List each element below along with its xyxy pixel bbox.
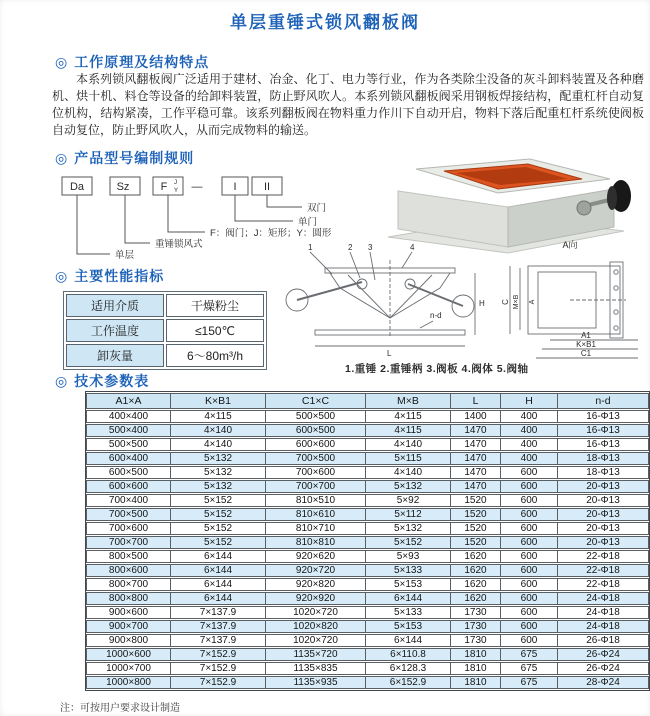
table-cell: 5×152 <box>171 494 266 507</box>
model-box-f <box>153 177 183 195</box>
table-cell: 800×500 <box>86 550 171 563</box>
table-row <box>86 564 649 577</box>
table-cell: 600 <box>501 522 558 535</box>
table-cell: 600 <box>501 536 558 549</box>
table-cell: 675 <box>501 648 558 661</box>
table-cell: 4×140 <box>171 424 266 437</box>
table-cell: 600×400 <box>86 452 171 465</box>
table-cell: 1470 <box>451 466 501 479</box>
table-row <box>86 522 649 535</box>
table-cell: 1620 <box>451 564 501 577</box>
table-cell: 1470 <box>451 424 501 437</box>
model-label-single-layer: 单层 <box>115 250 135 261</box>
model-box-label: Da <box>69 181 85 193</box>
table-cell: 675 <box>501 662 558 675</box>
table-cell: 20-Φ13 <box>558 480 649 493</box>
table-cell: 920×620 <box>266 550 366 563</box>
table-cell: 600×500 <box>266 424 366 437</box>
perf-value-cell: 6～80m³/h <box>166 344 264 367</box>
table-header-row <box>86 393 649 409</box>
dim-label-nd: n-d <box>430 311 442 320</box>
table-cell: 400 <box>501 452 558 465</box>
shaft-hub <box>577 201 591 215</box>
table-cell: 4×140 <box>366 466 451 479</box>
table-cell: 20-Φ13 <box>558 494 649 507</box>
table-cell: 6×144 <box>171 578 266 591</box>
table-cell: 1470 <box>451 452 501 465</box>
dim-label-A: A <box>529 299 536 305</box>
table-cell: 810×810 <box>266 536 366 549</box>
table-cell: 20-Φ13 <box>558 536 649 549</box>
table-cell: 24-Φ18 <box>558 620 649 633</box>
table-cell: 26-Φ24 <box>558 662 649 675</box>
table-row <box>86 410 649 423</box>
table-cell: 1520 <box>451 508 501 521</box>
table-cell: 900×600 <box>86 606 171 619</box>
model-dash: — <box>191 181 203 193</box>
table-cell: 600 <box>501 606 558 619</box>
table-cell: 500×400 <box>86 424 171 437</box>
table-cell: 700×500 <box>86 508 171 521</box>
bolt-hole <box>614 326 618 330</box>
table-cell: 600×600 <box>86 480 171 493</box>
bolt-hole <box>614 310 618 314</box>
table-cell: 5×152 <box>171 536 266 549</box>
table-cell: 600 <box>501 564 558 577</box>
table-row <box>86 662 649 675</box>
table-cell: 800×700 <box>86 578 171 591</box>
leader-line <box>267 195 302 207</box>
view-label: A向 <box>562 240 578 250</box>
table-cell: 1135×935 <box>266 676 366 689</box>
table-row <box>86 480 649 493</box>
table-cell: 1620 <box>451 592 501 605</box>
section-heading-text: 主要性能指标 <box>74 268 165 284</box>
table-cell: 5×132 <box>366 480 451 493</box>
table-cell: 5×132 <box>171 466 266 479</box>
perf-label-cell: 工作温度 <box>66 319 164 342</box>
technical-drawing <box>270 238 648 360</box>
table-cell: 700×500 <box>266 452 366 465</box>
column-header: n-d <box>558 393 649 409</box>
drawing-caption: 1.重锤 2.重锤柄 3.阀板 4.阀体 5.阀轴 <box>345 363 529 375</box>
table-cell: 6×152.9 <box>366 676 451 689</box>
table-cell: 16-Φ13 <box>558 424 649 437</box>
table-cell: 1520 <box>451 494 501 507</box>
table-row <box>66 294 264 317</box>
footnote: 注：可按用户要求设计制造 <box>60 703 180 714</box>
table-cell: 24-Φ18 <box>558 606 649 619</box>
table-cell: 675 <box>501 676 558 689</box>
counterweight-inner <box>607 186 617 210</box>
table-cell: 1135×720 <box>266 648 366 661</box>
model-box-label: Sz <box>116 181 130 193</box>
performance-table <box>63 291 267 370</box>
table-cell: 1020×720 <box>266 634 366 647</box>
dim-label-C: C <box>501 299 510 305</box>
table-cell: 22-Φ18 <box>558 550 649 563</box>
table-row <box>86 452 649 465</box>
dim-label-L: L <box>387 349 392 358</box>
model-box-f-option: J <box>174 180 177 186</box>
table-cell: 24-Φ18 <box>558 592 649 605</box>
table-cell: 1020×820 <box>266 620 366 633</box>
table-cell: 5×92 <box>366 494 451 507</box>
table-row <box>86 578 649 591</box>
table-cell: 1000×800 <box>86 676 171 689</box>
table-cell: 6×144 <box>171 564 266 577</box>
table-cell: 28-Φ24 <box>558 676 649 689</box>
column-header: K×B1 <box>171 393 266 409</box>
principle-paragraph: 本系列锁风翻板阀广泛适用于建材、冶金、化丁、电力等行业，作为各类除尘没备的灰斗卸料装置及各种磨机、烘十机、料仓等设备的给卸料装置，防止野风吹人。本系列锁风翻板阀采用钢板焊接结构，配重杠杆自动复位机构，结构紧凑，工作平稳可靠。该系列翻板阀在物料重力作川下自动开启，物料下落后配重杠杆系统使阀板自动复位，防止野风吹人，从而完成物料的输送。 <box>52 72 644 137</box>
table-cell: 5×93 <box>366 550 451 563</box>
table-cell: 800×800 <box>86 592 171 605</box>
table-row <box>86 508 649 521</box>
model-label-double-door: 双门 <box>307 203 327 214</box>
hammer-lever-left <box>297 282 362 300</box>
table-row <box>86 424 649 437</box>
table-cell: 1810 <box>451 662 501 675</box>
page-title: 单层重锤式锁风翻板阀 <box>230 13 420 32</box>
leader-3 <box>370 252 375 280</box>
table-cell: 920×920 <box>266 592 366 605</box>
table-cell: 800×600 <box>86 564 171 577</box>
dim-label-A1: A1 <box>581 331 591 340</box>
column-header: M×B <box>366 393 451 409</box>
table-cell: 1020×720 <box>266 606 366 619</box>
table-cell: 1810 <box>451 676 501 689</box>
table-cell: 5×115 <box>366 452 451 465</box>
column-header: C1×C <box>266 393 366 409</box>
table-cell: 700×600 <box>266 466 366 479</box>
model-label-single-door: 单门 <box>298 217 318 228</box>
table-cell: 700×400 <box>86 494 171 507</box>
perf-label-cell: 适用介质 <box>66 294 164 317</box>
table-cell: 600 <box>501 508 558 521</box>
table-cell: 7×152.9 <box>171 648 266 661</box>
table-cell: 1520 <box>451 536 501 549</box>
table-cell: 4×115 <box>366 410 451 423</box>
table-cell: 1135×835 <box>266 662 366 675</box>
table-cell: 600 <box>501 480 558 493</box>
table-cell: 5×152 <box>171 508 266 521</box>
table-cell: 600 <box>501 592 558 605</box>
table-cell: 7×152.9 <box>171 676 266 689</box>
column-header: A1×A <box>86 393 171 409</box>
leader-nd <box>420 321 433 328</box>
section-bullet-icon: ◎ <box>55 54 69 70</box>
table-cell: 7×152.9 <box>171 662 266 675</box>
table-cell: 600×600 <box>266 438 366 451</box>
table-cell: 810×710 <box>266 522 366 535</box>
table-cell: 6×144 <box>171 592 266 605</box>
table-cell: 920×820 <box>266 578 366 591</box>
table-cell: 1520 <box>451 522 501 535</box>
table-cell: 1620 <box>451 578 501 591</box>
table-cell: 600 <box>501 494 558 507</box>
table-cell: 900×700 <box>86 620 171 633</box>
part-number: 2 <box>348 243 353 252</box>
table-cell: 16-Φ13 <box>558 410 649 423</box>
section-heading-model <box>55 148 194 168</box>
table-cell: 5×153 <box>366 578 451 591</box>
table-cell: 1400 <box>451 410 501 423</box>
table-cell: 5×133 <box>366 606 451 619</box>
dim-label-H: H <box>479 299 485 308</box>
dim-label-KxB1: K×B1 <box>576 340 596 349</box>
table-cell: 400 <box>501 438 558 451</box>
perf-label-cell: 卸灰量 <box>66 344 164 367</box>
table-cell: 600×500 <box>86 466 171 479</box>
table-cell: 6×144 <box>171 550 266 563</box>
table-row <box>86 606 649 619</box>
table-cell: 900×800 <box>86 634 171 647</box>
table-row <box>66 319 264 342</box>
table-cell: 810×610 <box>266 508 366 521</box>
table-cell: 400×400 <box>86 410 171 423</box>
model-label-shape-codes: F：阀门；J：矩形；Y：圆形 <box>210 228 332 239</box>
table-cell: 22-Φ18 <box>558 578 649 591</box>
table-cell: 26-Φ18 <box>558 634 649 647</box>
table-cell: 600 <box>501 578 558 591</box>
table-cell: 1730 <box>451 606 501 619</box>
table-cell: 4×115 <box>171 410 266 423</box>
table-cell: 16-Φ13 <box>558 438 649 451</box>
table-row <box>86 466 649 479</box>
table-cell: 5×132 <box>171 452 266 465</box>
leader-line <box>77 195 110 254</box>
flange-inner <box>538 272 596 328</box>
table-row <box>86 494 649 507</box>
table-cell: 4×140 <box>366 438 451 451</box>
table-cell: 6×144 <box>366 634 451 647</box>
table-cell: 7×137.9 <box>171 634 266 647</box>
model-label-hammer-type: 重锤锁风式 <box>155 239 203 250</box>
table-cell: 1730 <box>451 634 501 647</box>
table-cell: 400 <box>501 424 558 437</box>
part-number: 1 <box>308 243 313 252</box>
table-row <box>86 536 649 549</box>
table-cell: 18-Φ13 <box>558 466 649 479</box>
table-cell: 400 <box>501 410 558 423</box>
section-heading-text: 技术参数表 <box>74 373 150 389</box>
table-cell: 18-Φ13 <box>558 452 649 465</box>
section-heading-text: 产品型号编制规则 <box>74 150 195 166</box>
model-box-label: I <box>233 181 237 193</box>
section-heading-principle <box>55 52 209 72</box>
table-cell: 1470 <box>451 438 501 451</box>
table-cell: 7×137.9 <box>171 606 266 619</box>
tech-parameters-table <box>85 391 650 691</box>
leader-2 <box>350 252 360 278</box>
bolt-hole <box>614 286 618 290</box>
table-cell: 1000×700 <box>86 662 171 675</box>
table-cell: 920×720 <box>266 564 366 577</box>
leader-line <box>125 195 150 243</box>
table-cell: 600 <box>501 620 558 633</box>
table-cell: 700×600 <box>86 522 171 535</box>
table-cell: 5×132 <box>171 480 266 493</box>
part-number: 4 <box>410 243 415 252</box>
section-bullet-icon: ◎ <box>55 268 69 284</box>
leader-1 <box>310 252 332 274</box>
table-cell: 5×112 <box>366 508 451 521</box>
column-header: L <box>451 393 501 409</box>
table-cell: 7×137.9 <box>171 620 266 633</box>
table-cell: 500×500 <box>86 438 171 451</box>
section-heading-text: 工作原理及结构特点 <box>74 54 210 70</box>
bolt-hole <box>614 270 618 274</box>
table-row <box>86 648 649 661</box>
table-cell: 4×140 <box>171 438 266 451</box>
table-cell: 22-Φ18 <box>558 564 649 577</box>
table-cell: 4×115 <box>366 424 451 437</box>
section-bullet-icon: ◎ <box>55 150 69 166</box>
table-cell: 700×700 <box>86 536 171 549</box>
table-cell: 500×500 <box>266 410 366 423</box>
dim-label-C1: C1 <box>580 349 592 358</box>
table-cell: 1810 <box>451 648 501 661</box>
column-header: H <box>501 393 558 409</box>
model-box-label: F <box>160 181 168 193</box>
table-cell: 6×144 <box>366 592 451 605</box>
section-bullet-icon: ◎ <box>55 373 69 389</box>
model-box-f-option: Y <box>174 188 179 194</box>
table-cell: 6×128.3 <box>366 662 451 675</box>
table-row <box>86 634 649 647</box>
table-cell: 5×152 <box>171 522 266 535</box>
table-cell: 20-Φ13 <box>558 522 649 535</box>
table-row <box>86 676 649 689</box>
table-cell: 1620 <box>451 550 501 563</box>
table-cell: 1470 <box>451 480 501 493</box>
table-row <box>86 438 649 451</box>
table-cell: 5×132 <box>366 522 451 535</box>
table-row <box>86 592 649 605</box>
table-cell: 26-Φ24 <box>558 648 649 661</box>
table-cell: 600 <box>501 466 558 479</box>
table-cell: 700×700 <box>266 480 366 493</box>
table-cell: 6×110.8 <box>366 648 451 661</box>
table-row <box>66 344 264 367</box>
dim-label-MxB: M×B <box>513 294 520 310</box>
perf-value-cell: 干燥粉尘 <box>166 294 264 317</box>
table-cell: 20-Φ13 <box>558 508 649 521</box>
leader-line <box>235 195 293 221</box>
leader-4 <box>402 252 412 268</box>
table-cell: 5×133 <box>366 564 451 577</box>
model-box-label: II <box>263 181 271 193</box>
table-cell: 1000×600 <box>86 648 171 661</box>
table-cell: 810×510 <box>266 494 366 507</box>
table-cell: 600 <box>501 634 558 647</box>
part-number: 3 <box>368 243 373 252</box>
section-heading-tech <box>55 371 149 391</box>
table-cell: 5×153 <box>366 620 451 633</box>
table-cell: 5×152 <box>366 536 451 549</box>
table-row <box>86 550 649 563</box>
perf-value-cell: ≤150℃ <box>166 319 264 342</box>
table-row <box>86 620 649 633</box>
leader-line <box>168 195 205 232</box>
section-heading-performance <box>55 266 164 286</box>
table-cell: 600 <box>501 550 558 563</box>
table-cell: 1730 <box>451 620 501 633</box>
